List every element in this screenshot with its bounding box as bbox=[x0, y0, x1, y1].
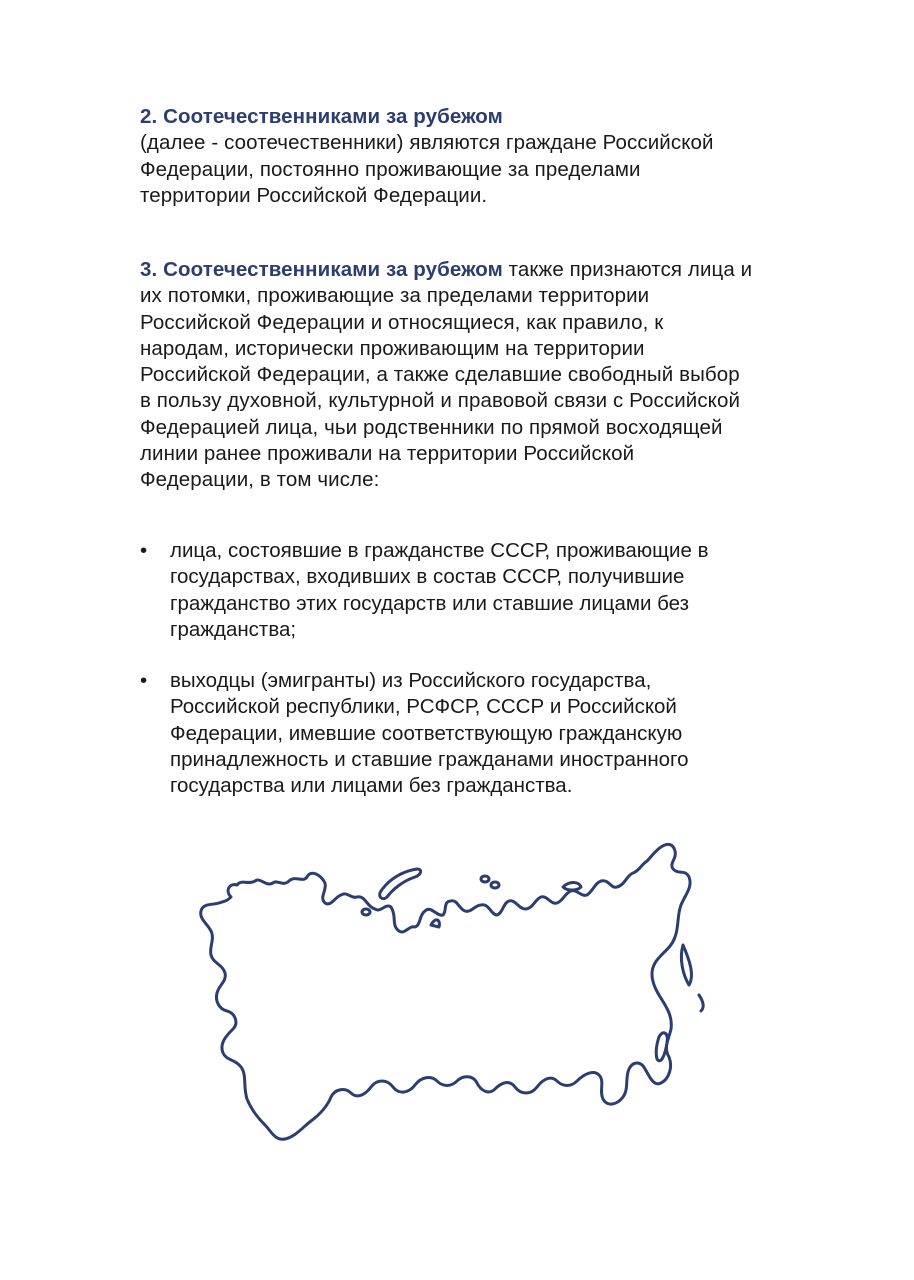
section-3-line: их потомки, проживающие за пределами территории bbox=[140, 284, 650, 308]
section-2-heading: 2. Соотечественниками за рубежом bbox=[140, 105, 503, 128]
section-3-line: Федерации, в том числе: bbox=[140, 468, 380, 492]
section-3-first-line bbox=[140, 257, 820, 283]
bullet-marker: • bbox=[140, 669, 148, 692]
section-3-line: народам, исторически проживающим на территории bbox=[140, 336, 645, 360]
section-3 bbox=[140, 257, 820, 494]
section-3-line: Российской Федерации, а также сделавшие свободный выбор bbox=[140, 363, 740, 387]
bullet-line: лица, состоявшие в гражданстве СССР, проживающие в bbox=[170, 539, 709, 562]
bullet-line: принадлежность и ставшие гражданами иностранного bbox=[170, 747, 689, 771]
bullet-line: гражданство этих государств или ставшие лицами без bbox=[170, 591, 690, 615]
bullet-line: государствах, входивших в состав СССР, получившие bbox=[170, 565, 685, 589]
section-3-heading: 3. Соотечественниками за рубежом bbox=[140, 258, 503, 281]
bullet-line: государства или лицами без гражданства. bbox=[170, 774, 573, 798]
bullet-text bbox=[170, 668, 820, 799]
section-3-line: линии ранее проживали на территории Российской bbox=[140, 442, 635, 466]
bullet-line: гражданства; bbox=[170, 617, 297, 641]
section-3-line: Федерацией лица, чьи родственники по прямой восходящей bbox=[140, 415, 723, 439]
bullet-marker: • bbox=[140, 539, 148, 562]
bullet-line: выходцы (эмигранты) из Российского государства, bbox=[170, 669, 652, 692]
section-2-line: территории Российской Федерации. bbox=[140, 183, 488, 207]
bullet-line: Российской республики, РСФСР, СССР и Российской bbox=[170, 695, 677, 719]
bullet-line: Федерации, имевшие соответствующую гражданскую bbox=[170, 721, 683, 745]
section-2 bbox=[140, 104, 820, 209]
section-2-line: (далее - соотечественники) являются граждане Российской bbox=[140, 131, 714, 155]
section-3-first-line-rest: также признаются лица и bbox=[502, 258, 753, 281]
russia-map-outline-icon bbox=[185, 825, 725, 1165]
section-3-line: Российской Федерации и относящиеся, как правило, к bbox=[140, 310, 664, 334]
section-2-line: Федерации, постоянно проживающие за пределами bbox=[140, 157, 641, 181]
bullet-text bbox=[170, 538, 820, 643]
section-3-line: в пользу духовной, культурной и правовой связи с Российской bbox=[140, 389, 741, 413]
